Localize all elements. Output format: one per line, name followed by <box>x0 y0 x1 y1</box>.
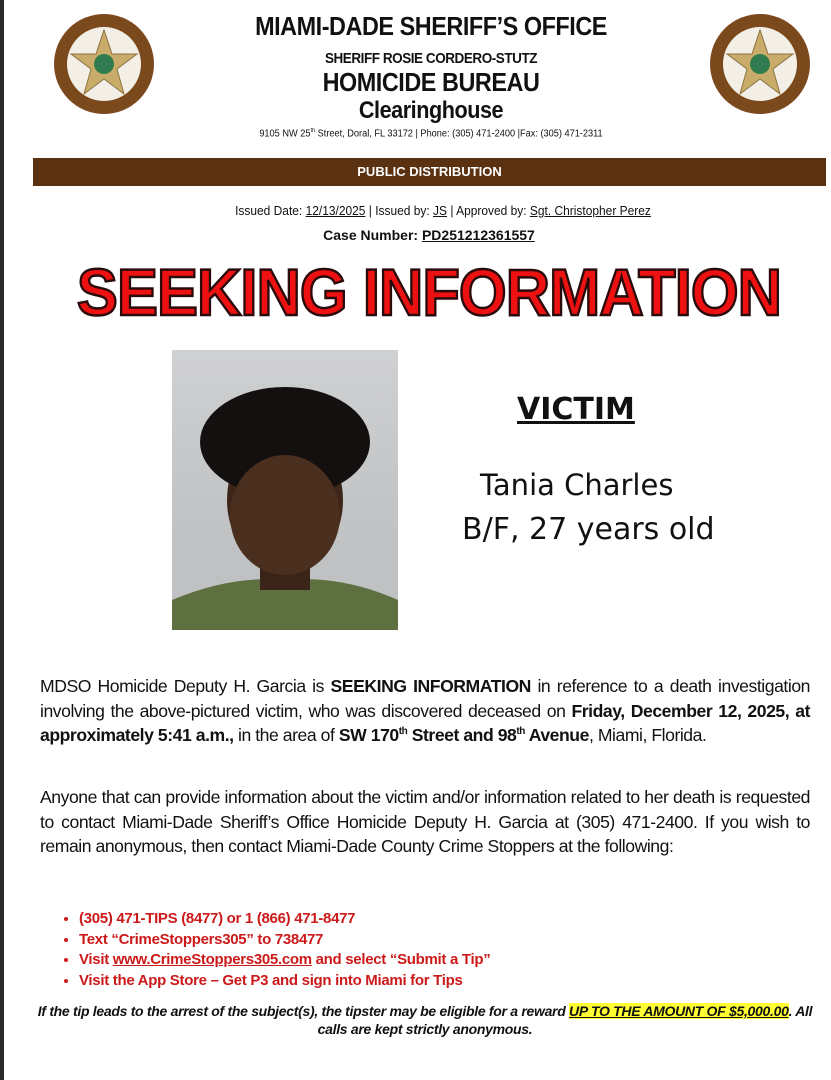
case-number-label: Case Number: <box>323 227 422 243</box>
tips-list <box>50 909 490 991</box>
issued-by: JS <box>433 203 447 218</box>
address-sup: th <box>310 128 316 134</box>
disclaimer-text: If the tip leads to the arrest of the subject(s), the tipster may be eligible for a reward <box>37 1003 570 1019</box>
address-text: 9105 NW 25 <box>259 128 311 140</box>
p1-text: MDSO Homicide Deputy H. Garcia is <box>40 676 331 696</box>
tip-phone: • (305) 471-TIPS (8477) or 1 (866) 471-8477 <box>79 909 490 930</box>
victim-heading: VICTIM <box>517 392 635 427</box>
sheriff-name: SHERIFF ROSIE CORDERO-STUTZ <box>324 50 538 67</box>
issued-date: 12/13/2025 <box>305 203 366 218</box>
office-title: MIAMI-DADE SHERIFF’S OFFICE <box>255 11 607 41</box>
case-number-line <box>0 227 831 243</box>
contact-paragraph: Anyone that can provide information about the victim and/or information related to her death is requested to contact Miami-Dade Sheriff’s Office Homicide Deputy H. Garcia at (305) 471-2400. If you wish to remain anonymous, then contact Miami-Dade County Crime Stoppers at the following: <box>40 787 810 856</box>
victim-description: B/F, 27 years old <box>462 512 715 547</box>
issued-by-label: | Issued by: <box>365 203 434 218</box>
p1-loc: Street and 98 <box>407 725 517 745</box>
incident-datetime: Friday, December 12, 2025, at approximately 5:41 a.m., <box>40 700 810 745</box>
address-contact: Street, Doral, FL 33172 | Phone: (305) 471-2400 |Fax: (305) 471-2311 <box>315 128 603 140</box>
approved-by: Sgt. Christopher Perez <box>529 203 651 218</box>
p1-text: in reference to a death investigation involving the above-pictured victim, who was discovered deceased on <box>40 676 810 721</box>
tip-text: and select “Submit a Tip” <box>311 951 491 968</box>
crimestoppers-link[interactable]: www.CrimeStoppers305.com <box>112 951 312 968</box>
disclaimer-text: . All calls are kept strictly anonymous. <box>317 1003 813 1037</box>
p1-text: in the area of <box>233 725 339 745</box>
headline: SEEKING INFORMATION <box>76 255 782 329</box>
reward-amount: UP TO THE AMOUNT OF $5,000.00 <box>569 1003 789 1019</box>
p1-text: , Miami, Florida. <box>588 725 707 745</box>
issued-date-label: Issued Date: <box>235 203 306 218</box>
p1-bold: SEEKING INFORMATION <box>330 676 531 696</box>
approved-by-label: | Approved by: <box>446 203 530 218</box>
page-edge <box>0 0 4 1080</box>
p1-loc: SW 170 <box>338 725 399 745</box>
unit-title: Clearinghouse <box>358 97 504 124</box>
issued-line <box>35 203 831 218</box>
incident-paragraph <box>40 674 810 748</box>
p1-sup: th <box>398 726 408 738</box>
reward-disclaimer <box>30 1002 820 1038</box>
p1-sup: th <box>516 726 525 738</box>
victim-photo <box>172 350 398 630</box>
bureau-title: HOMICIDE BUREAU <box>322 67 540 97</box>
distribution-banner: PUBLIC DISTRIBUTION <box>33 158 826 186</box>
tip-app: • Visit the App Store – Get P3 and sign into Miami for Tips <box>79 971 490 992</box>
tip-text: Visit <box>79 951 113 968</box>
incident-location <box>339 725 589 745</box>
case-number: PD251212361557 <box>421 227 535 243</box>
address-line <box>34 128 827 139</box>
tip-text: • Text “CrimeStoppers305” to 738477 <box>79 930 490 951</box>
victim-name: Tania Charles <box>480 468 674 502</box>
p1-loc: Avenue <box>528 725 589 745</box>
tip-website <box>79 950 490 971</box>
